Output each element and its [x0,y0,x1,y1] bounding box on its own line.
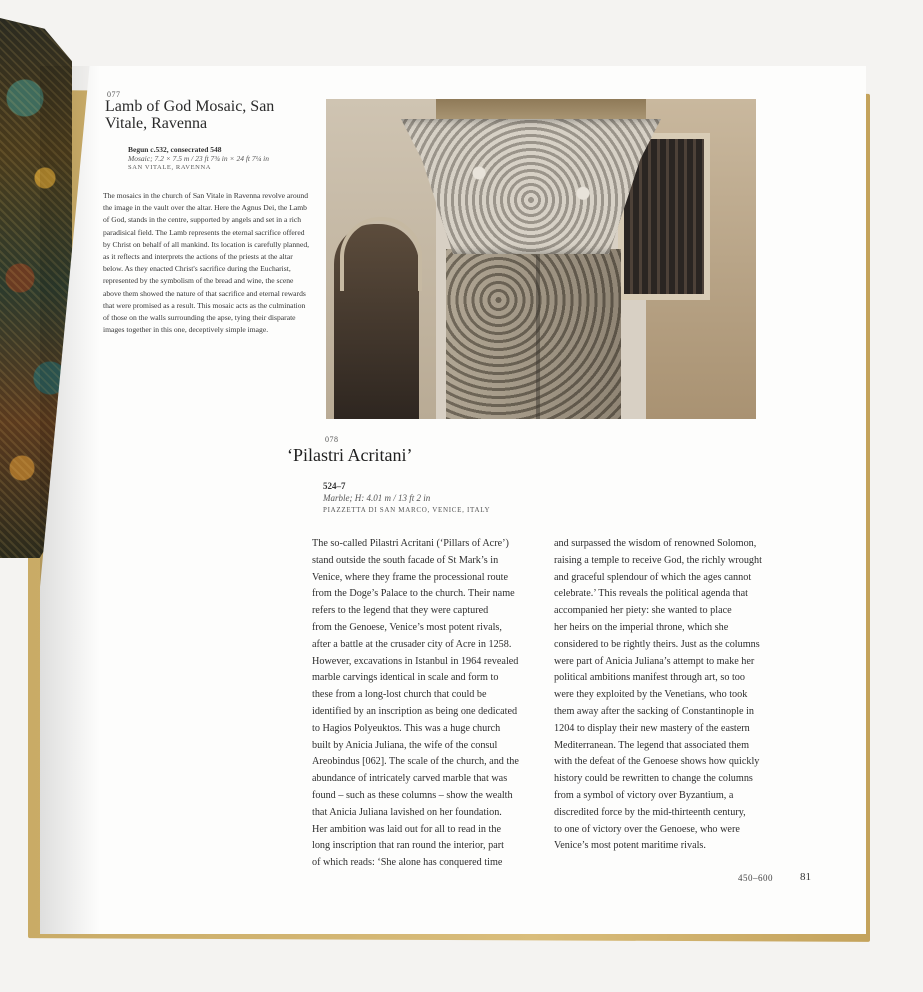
text-line: long inscription that ran round the interior, part [312,840,504,852]
entry-location: SAN VITALE, RAVENNA [128,164,212,171]
text-line: stand outside the south facade of St Mark’s in [312,554,499,566]
text-line: history could be rewritten to change the columns [554,773,753,785]
text-line: Venice’s most potent maritime rivals. [554,840,706,852]
text-line: refers to the legend that they were captured [312,605,489,617]
entry-title: Lamb of God Mosaic, San Vitale, Ravenna [105,98,275,132]
text-column-left [312,536,552,872]
text-line: were they exploited by the Venetians, who took [554,689,748,701]
text-line: Venice, where they frame the processional route [312,571,509,583]
photo-pillar-shaft [446,249,621,419]
page-gutter-shadow [40,66,100,934]
text-line: her heirs on the imperial throne, which she [554,621,729,633]
pillar-photograph [326,99,756,419]
text-line: of which reads: ‘She alone has conquered time [312,857,503,869]
text-line: abundance of intricately carved marble that was [312,773,508,785]
page-number: 81 [800,871,811,883]
entry-date: Begun c.532, consecrated 548 [128,145,222,154]
text-line: However, excavations in Istanbul in 1964 revealed [312,655,519,667]
text-line: identified by an inscription as being one dedicated [312,705,518,717]
text-line: celebrate.’ This reveals the political agenda that [554,588,748,600]
text-line: discredited force by the mid-thirteenth century, [554,806,746,818]
text-line: with the defeat of the Genoese shows how quickly [554,756,760,768]
text-line: and surpassed the wisdom of renowned Solomon, [554,538,757,549]
text-line: accompanied her piety: she wanted to place [554,605,732,617]
period-footer: 450–600 [738,873,773,883]
text-line: to Hagios Polyeuktos. This was a huge church [312,722,501,734]
entry-medium: Marble; H: 4.01 m / 13 ft 2 in [323,493,431,503]
text-line: considered to be rightly theirs. Just as the columns [554,638,760,650]
text-line: Areobindus [062]. The scale of the church, and the [312,756,519,768]
text-column-right [554,536,794,855]
entry-location: PIAZZETTA DI SAN MARCO, VENICE, ITALY [323,506,491,514]
text-line: to one of victory over the Genoese, who were [554,823,740,835]
text-line: and graceful splendour of which the ages cannot [554,571,752,583]
text-line: 1204 to display their new mastery of the eastern [554,722,750,734]
text-line: raising a temple to receive God, the richly wrought [554,554,762,566]
text-line: political ambitions manifest through art, so too [554,672,745,684]
entry-meta [128,145,318,172]
text-line: them away after the sacking of Constantinople in [554,705,755,717]
photo-arch-tracery [340,217,422,291]
text-line: from a symbol of victory over Byzantium, a [554,789,734,801]
entry-meta [323,480,553,516]
entry-body: The mosaics in the church of San Vitale in Ravenna revolve around the image in the vault over the altar. Here the Agnus Dei, the Lamb of God, stands in the centre, supported by angels and set in a rich paradisical field. The Lamb represents the eternal sacrifice offered by Christ on behalf of all mankind. Its location is carefully planned, as it reflects and interprets the actions of the priests at the altar below. As they enacted Christ's sacrifice during the Eucharist, represented by the symbolism of the bread and wine, the scene above them showed the nature of that sacrifice and eternal rewards that were promised as a result. This mosaic acts as the culmination of those on the walls surrounding the apse, tying their disparate images together in this one, deceptively simple image. [103,191,310,335]
entry-number: 078 [325,435,339,444]
entry-title: ‘Pilastri Acritani’ [287,445,413,465]
text-line: Mediterranean. The legend that associated them [554,739,749,751]
text-line: were part of Anicia Juliana’s attempt to make her [554,655,755,667]
entry-medium: Mosaic; 7.2 × 7.5 m / 23 ft 7¾ in × 24 ft 7¼ in [128,154,269,163]
text-line: these from a long-lost church that could be [312,689,487,701]
text-line: marble carvings identical in scale and form to [312,672,499,684]
text-line: Her ambition was laid out for all to read in the [312,823,501,835]
entry-date: 524–7 [323,481,346,491]
text-line: after a battle at the crusader city of Acre in 1258. [312,638,512,650]
text-line: from the Genoese, Venice’s most potent rivals, [312,621,502,633]
text-line: that Anicia Juliana lavished on her foundation. [312,806,502,818]
photo-pillar-edge [536,249,540,419]
text-line: The so-called Pilastri Acritani (‘Pillars of Acre’) [312,538,509,549]
text-line: found – such as these columns – show the wealth [312,789,513,801]
text-line: built by Anicia Juliana, the wife of the consul [312,739,498,751]
text-line: from the Doge’s Palace to the church. Their name [312,588,515,600]
photo-pillar-capital [401,119,661,254]
entry-number: 077 [107,90,121,99]
